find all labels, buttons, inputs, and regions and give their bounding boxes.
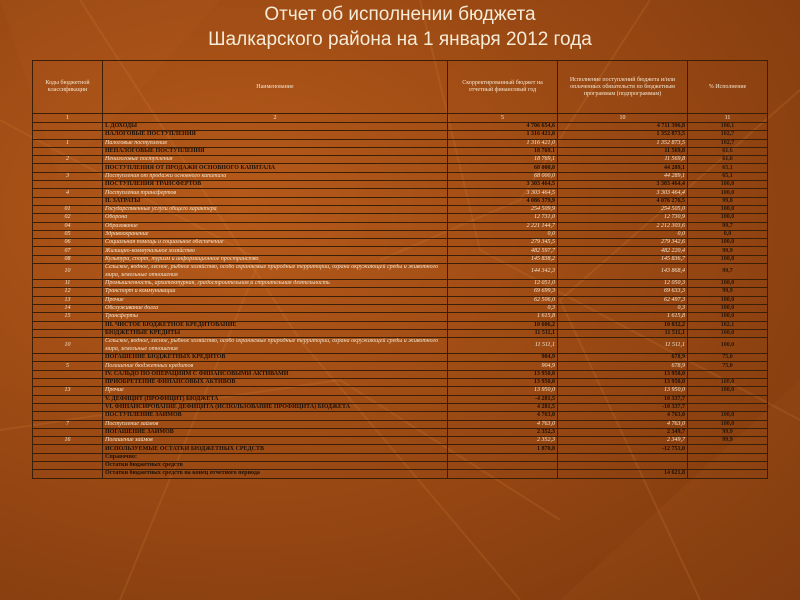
row-percent: 100,1 xyxy=(688,123,768,131)
row-execution: 2 349,7 xyxy=(558,428,688,436)
column-number-row xyxy=(33,114,768,123)
row-percent: 99,9 xyxy=(688,437,768,445)
row-execution: 0,3 xyxy=(558,304,688,312)
row-name: Государственные услуги общего характера xyxy=(103,205,448,213)
row-name: Здравоохранение xyxy=(103,230,448,238)
row-execution: 1 352 873,5 xyxy=(558,139,688,147)
row-code: 02 xyxy=(33,214,103,222)
table-row xyxy=(33,403,768,411)
row-execution: 44 289,1 xyxy=(558,172,688,180)
table-row xyxy=(33,329,768,337)
row-percent: 102,7 xyxy=(688,131,768,139)
row-execution: 1 615,8 xyxy=(558,313,688,321)
row-execution: 12 050,3 xyxy=(558,280,688,288)
table-row xyxy=(33,338,768,354)
row-execution: 143 868,4 xyxy=(558,264,688,280)
table-row xyxy=(33,222,768,230)
row-budget: 904,9 xyxy=(448,354,558,362)
row-name: Поступления от продажи основного капитала xyxy=(103,172,448,180)
row-code xyxy=(33,379,103,387)
row-percent xyxy=(688,370,768,378)
row-budget: 145 838,2 xyxy=(448,255,558,263)
row-name: БЮДЖЕТНЫЕ КРЕДИТЫ xyxy=(103,329,448,337)
row-budget: 4 086 379,9 xyxy=(448,197,558,205)
col-number: 1 xyxy=(33,114,103,123)
header-percent: % Исполнение xyxy=(688,61,768,114)
row-name: Справочно: xyxy=(103,453,448,461)
row-percent: 100,0 xyxy=(688,181,768,189)
row-budget: 1 870,8 xyxy=(448,445,558,453)
budget-table-container xyxy=(32,60,767,479)
row-execution: 145 836,7 xyxy=(558,255,688,263)
row-code: 11 xyxy=(33,280,103,288)
row-code xyxy=(33,131,103,139)
row-code: 13 xyxy=(33,296,103,304)
table-row xyxy=(33,453,768,461)
col-number: 2 xyxy=(103,114,448,123)
row-budget xyxy=(448,461,558,469)
row-code xyxy=(33,147,103,155)
row-budget: 1 316 421,0 xyxy=(448,131,558,139)
header-row xyxy=(33,61,768,114)
row-execution: 2 212 303,6 xyxy=(558,222,688,230)
table-row xyxy=(33,139,768,147)
col-number: 10 xyxy=(558,114,688,123)
row-percent: 99,9 xyxy=(688,428,768,436)
table-row xyxy=(33,304,768,312)
table-row xyxy=(33,239,768,247)
table-row xyxy=(33,313,768,321)
row-execution: 62 497,3 xyxy=(558,296,688,304)
table-row xyxy=(33,205,768,213)
row-code xyxy=(33,354,103,362)
row-percent: 100,0 xyxy=(688,280,768,288)
table-row xyxy=(33,461,768,469)
row-percent xyxy=(688,470,768,478)
row-name: ПОГАШЕНИЕ БЮДЖЕТНЫХ КРЕДИТОВ xyxy=(103,354,448,362)
row-budget: 3 303 464,5 xyxy=(448,181,558,189)
row-percent: 75,0 xyxy=(688,354,768,362)
row-budget: 2 352,3 xyxy=(448,428,558,436)
row-code: 08 xyxy=(33,255,103,263)
row-code xyxy=(33,370,103,378)
table-row xyxy=(33,387,768,395)
row-percent: 99,7 xyxy=(688,264,768,280)
row-percent: 100,0 xyxy=(688,420,768,428)
row-execution: 14 621,8 xyxy=(558,470,688,478)
row-code xyxy=(33,123,103,131)
row-name: Транспорт и коммуникации xyxy=(103,288,448,296)
row-execution: 279 342,6 xyxy=(558,239,688,247)
row-execution: 3 303 464,4 xyxy=(558,181,688,189)
row-budget: 13 950,0 xyxy=(448,387,558,395)
row-percent: 100,0 xyxy=(688,304,768,312)
row-execution: 13 950,0 xyxy=(558,387,688,395)
row-budget: 4 763,0 xyxy=(448,420,558,428)
row-code xyxy=(33,329,103,337)
row-percent: 100,0 xyxy=(688,313,768,321)
row-execution: 13 958,0 xyxy=(558,370,688,378)
row-code: 15 xyxy=(33,313,103,321)
table-row xyxy=(33,395,768,403)
row-code: 06 xyxy=(33,239,103,247)
row-name: Сельское, водное, лесное, рыбное хозяйство, особо охраняемые природные территории, охрана окружающей среды и животного мира, земельные отношения xyxy=(103,338,448,354)
table-row xyxy=(33,428,768,436)
row-execution xyxy=(558,453,688,461)
row-code xyxy=(33,453,103,461)
row-name: ПРИОБРЕТЕНИЕ ФИНАНСОВЫХ АКТИВОВ xyxy=(103,379,448,387)
row-name: Поступления трансфертов xyxy=(103,189,448,197)
row-budget: 1 615,8 xyxy=(448,313,558,321)
title-line-2: Шалкарского района на 1 января 2012 года xyxy=(208,29,592,50)
row-name: IV. САЛЬДО ПО ОПЕРАЦИЯМ С ФИНАНСОВЫМИ АКТИВАМИ xyxy=(103,370,448,378)
row-budget: 18 769,1 xyxy=(448,147,558,155)
row-budget: 0,3 xyxy=(448,304,558,312)
table-row xyxy=(33,164,768,172)
row-percent: 100,0 xyxy=(688,412,768,420)
row-code: 5 xyxy=(33,362,103,370)
row-code xyxy=(33,321,103,329)
row-budget xyxy=(448,470,558,478)
row-percent xyxy=(688,445,768,453)
row-code: 07 xyxy=(33,247,103,255)
table-row xyxy=(33,362,768,370)
table-row xyxy=(33,288,768,296)
table-row xyxy=(33,280,768,288)
row-percent: 100,0 xyxy=(688,379,768,387)
row-code: 12 xyxy=(33,288,103,296)
row-percent: 100,0 xyxy=(688,329,768,337)
row-budget: 279 345,5 xyxy=(448,239,558,247)
header-codes: Коды бюджетной классификации xyxy=(33,61,103,114)
row-code: 7 xyxy=(33,420,103,428)
row-percent: 100,0 xyxy=(688,387,768,395)
row-code: 16 xyxy=(33,437,103,445)
row-name: ИСПОЛЬЗУЕМЫЕ ОСТАТКИ БЮДЖЕТНЫХ СРЕДСТВ xyxy=(103,445,448,453)
table-row xyxy=(33,181,768,189)
row-code xyxy=(33,181,103,189)
row-name: II. ЗАТРАТЫ xyxy=(103,197,448,205)
row-execution: 678,9 xyxy=(558,362,688,370)
row-code: 14 xyxy=(33,304,103,312)
row-percent: 100,0 xyxy=(688,296,768,304)
row-percent: 75,0 xyxy=(688,362,768,370)
row-execution: -10 337,7 xyxy=(558,403,688,411)
row-name: Остатки бюджетных средств xyxy=(103,461,448,469)
row-execution: 11 569,8 xyxy=(558,147,688,155)
row-name: ПОСТУПЛЕНИЯ ТРАНСФЕРТОВ xyxy=(103,181,448,189)
row-percent: 100,0 xyxy=(688,205,768,213)
row-name: ПОГАШЕНИЕ ЗАЙМОВ xyxy=(103,428,448,436)
col-number: 5 xyxy=(448,114,558,123)
row-name: Культура, спорт, туризм и информационное пространство xyxy=(103,255,448,263)
row-execution xyxy=(558,461,688,469)
row-percent: 61,6 xyxy=(688,147,768,155)
row-budget: 254 509,9 xyxy=(448,205,558,213)
row-name: Неналоговые поступления xyxy=(103,156,448,164)
row-execution: 4 076 276,5 xyxy=(558,197,688,205)
row-execution: 69 633,3 xyxy=(558,288,688,296)
row-percent: 0,0 xyxy=(688,230,768,238)
row-code xyxy=(33,428,103,436)
row-budget: 144 342,3 xyxy=(448,264,558,280)
row-name: Трансферты xyxy=(103,313,448,321)
row-code xyxy=(33,395,103,403)
table-row xyxy=(33,437,768,445)
row-budget: 3 303 464,5 xyxy=(448,189,558,197)
row-code xyxy=(33,445,103,453)
row-execution: 13 950,0 xyxy=(558,379,688,387)
row-percent xyxy=(688,403,768,411)
row-execution: 4 711 396,8 xyxy=(558,123,688,131)
row-budget xyxy=(448,453,558,461)
row-name: Прочие xyxy=(103,387,448,395)
row-name: VI. ФИНАНСИРОВАНИЕ ДЕФИЦИТА (ИСПОЛЬЗОВАНИЕ ПРОФИЦИТА) БЮДЖЕТА xyxy=(103,403,448,411)
row-code: 05 xyxy=(33,230,103,238)
row-percent: 99,7 xyxy=(688,222,768,230)
table-row xyxy=(33,296,768,304)
table-row xyxy=(33,189,768,197)
row-percent: 61,6 xyxy=(688,156,768,164)
row-budget: 1 316 421,0 xyxy=(448,139,558,147)
row-percent: 100,0 xyxy=(688,189,768,197)
row-execution: 0,0 xyxy=(558,230,688,238)
row-execution: 3 303 464,4 xyxy=(558,189,688,197)
table-row xyxy=(33,255,768,263)
row-percent: 100,0 xyxy=(688,338,768,354)
table-row xyxy=(33,214,768,222)
row-name: Погашение займов xyxy=(103,437,448,445)
row-budget: 0,0 xyxy=(448,230,558,238)
row-name: V. ДЕФИЦИТ (ПРОФИЦИТ) БЮДЖЕТА xyxy=(103,395,448,403)
row-percent xyxy=(688,395,768,403)
header-budget: Скорректированный бюджет на отчетный финансовый год xyxy=(448,61,558,114)
row-percent: 99,9 xyxy=(688,247,768,255)
row-name: Социальная помощь и социальное обеспечение xyxy=(103,239,448,247)
row-code: 1 xyxy=(33,139,103,147)
row-code xyxy=(33,412,103,420)
table-row xyxy=(33,264,768,280)
page-title xyxy=(0,2,800,52)
row-budget: 68 000,0 xyxy=(448,164,558,172)
table-body xyxy=(33,123,768,479)
row-budget: 13 950,0 xyxy=(448,379,558,387)
row-execution: 254 505,0 xyxy=(558,205,688,213)
table-row xyxy=(33,172,768,180)
row-code: 10 xyxy=(33,338,103,354)
row-code xyxy=(33,470,103,478)
row-execution: 11 511,1 xyxy=(558,329,688,337)
table-row xyxy=(33,370,768,378)
row-percent: 100,0 xyxy=(688,239,768,247)
row-budget: 2 352,3 xyxy=(448,437,558,445)
row-code xyxy=(33,197,103,205)
row-execution: 12 730,9 xyxy=(558,214,688,222)
row-budget: 69 699,3 xyxy=(448,288,558,296)
row-name: ПОСТУПЛЕНИЕ ЗАЙМОВ xyxy=(103,412,448,420)
row-name: Налоговые поступления xyxy=(103,139,448,147)
table-row xyxy=(33,445,768,453)
row-name: НЕНАЛОГОВЫЕ ПОСТУПЛЕНИЯ xyxy=(103,147,448,155)
row-budget: 62 506,0 xyxy=(448,296,558,304)
header-execution: Исполнение поступлений бюджета и/или оплаченных обязательств по бюджетным программам (подпрограммам) xyxy=(558,61,688,114)
col-number: 11 xyxy=(688,114,768,123)
row-percent: 65,1 xyxy=(688,164,768,172)
row-code: 3 xyxy=(33,172,103,180)
row-budget: 68 000,0 xyxy=(448,172,558,180)
row-percent: 99,9 xyxy=(688,288,768,296)
row-percent: 102,1 xyxy=(688,321,768,329)
row-code: 2 xyxy=(33,156,103,164)
row-percent xyxy=(688,453,768,461)
row-percent: 99,8 xyxy=(688,197,768,205)
row-percent xyxy=(688,461,768,469)
row-name: Поступление займов xyxy=(103,420,448,428)
row-budget: 4 706 654,6 xyxy=(448,123,558,131)
row-code: 4 xyxy=(33,189,103,197)
table-row xyxy=(33,247,768,255)
row-code: 13 xyxy=(33,387,103,395)
row-execution: -12 751,0 xyxy=(558,445,688,453)
table-row xyxy=(33,230,768,238)
table-row xyxy=(33,147,768,155)
row-budget: -4 281,5 xyxy=(448,395,558,403)
header-name: Наименование xyxy=(103,61,448,114)
table-row xyxy=(33,412,768,420)
row-execution: 4 763,0 xyxy=(558,412,688,420)
row-budget: 13 950,0 xyxy=(448,370,558,378)
row-execution: 11 569,8 xyxy=(558,156,688,164)
row-name: Обслуживание долга xyxy=(103,304,448,312)
row-budget: 11 511,1 xyxy=(448,329,558,337)
row-name: ПОСТУПЛЕНИЯ ОТ ПРОДАЖИ ОСНОВНОГО КАПИТАЛА xyxy=(103,164,448,172)
row-code xyxy=(33,164,103,172)
row-percent: 100,0 xyxy=(688,214,768,222)
row-execution: 678,9 xyxy=(558,354,688,362)
row-budget: 482 597,7 xyxy=(448,247,558,255)
row-name: Образование xyxy=(103,222,448,230)
row-code: 01 xyxy=(33,205,103,213)
row-name: I. ДОХОДЫ xyxy=(103,123,448,131)
row-budget: 12 051,0 xyxy=(448,280,558,288)
row-name: Прочие xyxy=(103,296,448,304)
row-code xyxy=(33,403,103,411)
row-code xyxy=(33,461,103,469)
row-budget: 4 281,5 xyxy=(448,403,558,411)
row-budget: 2 221 144,7 xyxy=(448,222,558,230)
row-budget: 10 606,2 xyxy=(448,321,558,329)
table-row xyxy=(33,321,768,329)
table-row xyxy=(33,197,768,205)
row-code: 10 xyxy=(33,264,103,280)
row-name: Сельское, водное, лесное, рыбное хозяйство, особо охраняемые природные территории, охрана окружающей среды и животного мира, земельные отношения xyxy=(103,264,448,280)
row-percent: 65,1 xyxy=(688,172,768,180)
table-row xyxy=(33,420,768,428)
row-execution: 4 763,0 xyxy=(558,420,688,428)
row-budget: 12 731,0 xyxy=(448,214,558,222)
table-row xyxy=(33,470,768,478)
row-execution: 44 289,1 xyxy=(558,164,688,172)
row-name: НАЛОГОВЫЕ ПОСТУПЛЕНИЯ xyxy=(103,131,448,139)
table-row xyxy=(33,131,768,139)
row-execution: 11 511,1 xyxy=(558,338,688,354)
row-execution: 482 220,4 xyxy=(558,247,688,255)
row-execution: 10 337,7 xyxy=(558,395,688,403)
row-execution: 10 832,2 xyxy=(558,321,688,329)
row-name: Оборона xyxy=(103,214,448,222)
row-budget: 904,9 xyxy=(448,362,558,370)
row-name: Погашение бюджетных кредитов xyxy=(103,362,448,370)
table-row xyxy=(33,156,768,164)
row-name: III. ЧИСТОЕ БЮДЖЕТНОЕ КРЕДИТОВАНИЕ xyxy=(103,321,448,329)
row-execution: 2 349,7 xyxy=(558,437,688,445)
row-name: Остатки бюджетных средств на конец отчетного периода xyxy=(103,470,448,478)
budget-table xyxy=(32,60,768,479)
row-budget: 4 763,0 xyxy=(448,412,558,420)
table-row xyxy=(33,379,768,387)
row-name: Промышленность, архитектурная, градостроительная и строительная деятельность xyxy=(103,280,448,288)
row-execution: 1 352 873,5 xyxy=(558,131,688,139)
row-name: Жилищно-коммунальное хозяйство xyxy=(103,247,448,255)
table-row xyxy=(33,354,768,362)
row-percent: 102,7 xyxy=(688,139,768,147)
row-percent: 100,0 xyxy=(688,255,768,263)
row-code: 04 xyxy=(33,222,103,230)
row-budget: 11 511,1 xyxy=(448,338,558,354)
table-row xyxy=(33,123,768,131)
row-budget: 18 769,1 xyxy=(448,156,558,164)
title-line-1: Отчет об исполнении бюджета xyxy=(264,4,536,25)
